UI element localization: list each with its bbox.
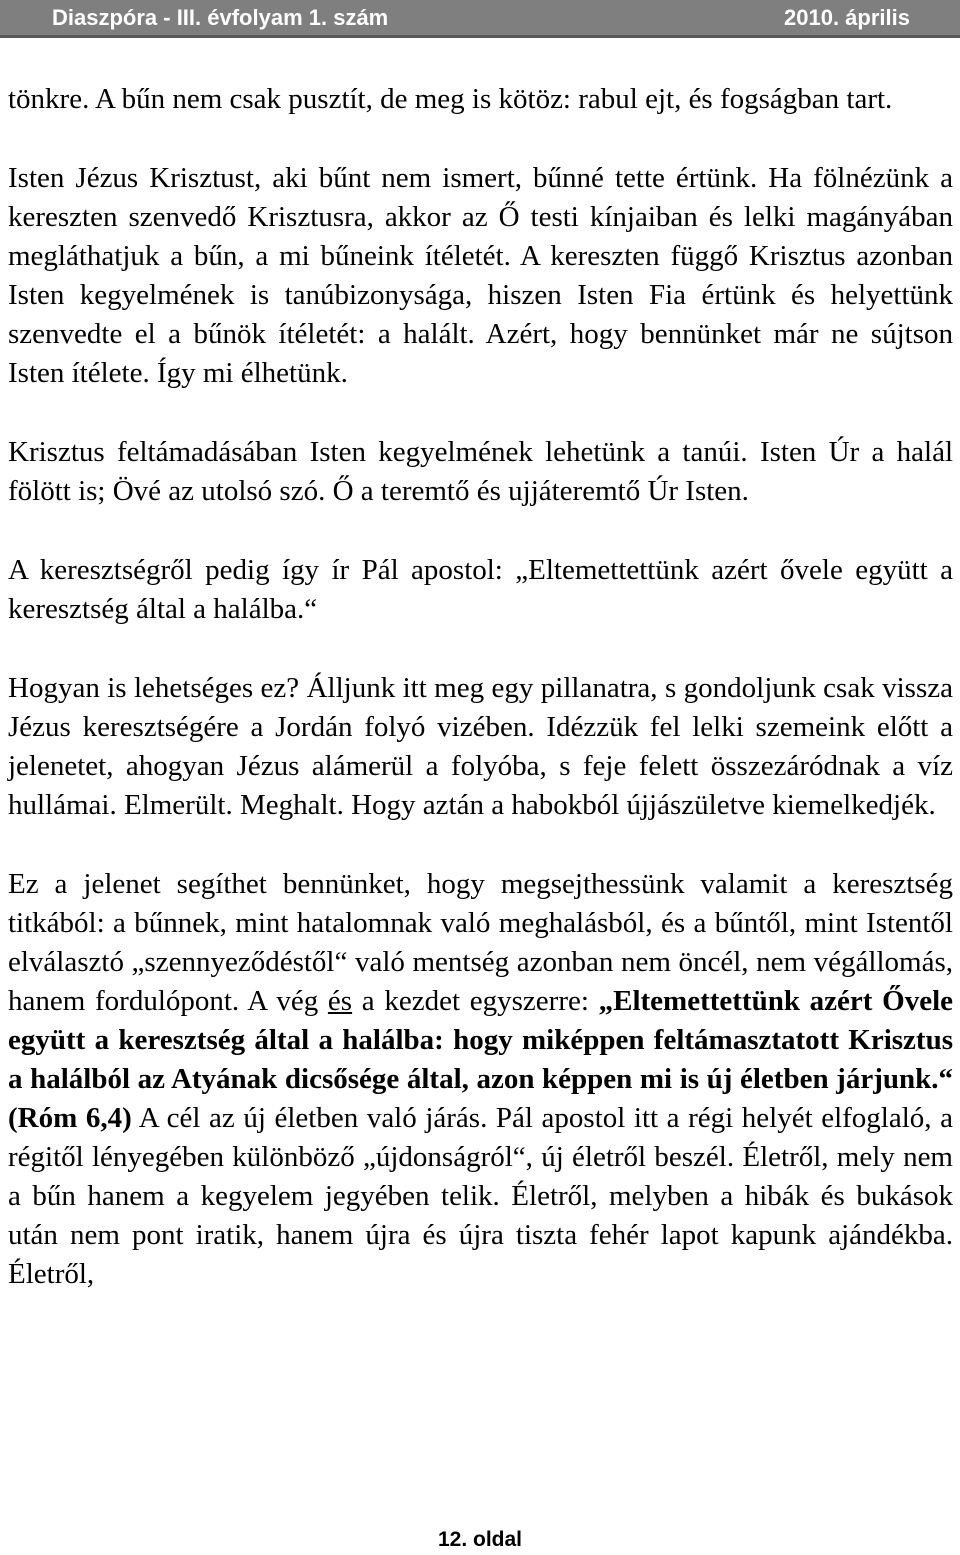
paragraph-5: Hogyan is lehetséges ez? Álljunk itt meg egy pillanatra, s gondoljunk csak vissza Jézus keresztségére a Jordán folyó vizében. Idézzük fel lelki szemeink előtt a jelenetet, ahogyan Jézus alámerül a folyóba, s feje felett összezáródnak a víz hullámai. Elmerült. Meghalt. Hogy aztán a habokból újjászületve kiemelkedjék. [8,672,953,821]
page-number: 12. oldal [437,1528,523,1551]
paragraph-2: Isten Jézus Krisztust, aki bűnt nem ismert, bűnné tette értünk. Ha fölnézünk a kereszten szenvedő Krisztusra, akkor az Ő testi kínjaiban és lelki magányában megláthatjuk a bűn, a mi bűneink ítéletét. A kereszten függő Krisztus azonban Isten kegyelmének is tanúbizonysága, hiszen Isten Fia értünk és helyettünk szenvedte el a bűnök ítéletét: a halált. Azért, hogy bennünket már ne sújtson Isten ítélete. Így mi élhetünk. [8,162,953,389]
paragraph-4: A keresztségről pedig így ír Pál apostol: „Eltemettettünk azért ővele együtt a keresztség által a halálba.“ [8,554,953,625]
paragraph-6-text-c: A cél az új életben való járás. Pál apostol itt a régi helyét elfoglaló, a régitől lényegében különböző „újdonságról“, új életről beszél. Életről, mely nem a bűn hanem a kegyelem jegyében telik. Életről, melyben a hibák és bukások után nem pont iratik, hanem újra és újra tiszta fehér lapot kapunk ajándékba. Életről, [8,1102,953,1290]
paragraph-1: tönkre. A bűn nem csak pusztít, de meg is kötöz: rabul ejt, és fogságban tart. [8,83,893,115]
paragraph-3: Krisztus feltámadásában Isten kegyelmének lehetünk a tanúi. Isten Úr a halál fölött is; Övé az utolsó szó. Ő a teremtő és ujjáteremtő Úr Isten. [8,436,953,507]
bible-quote: „Eltemettettünk azért Ővele együtt a keresztség által a halálba: hogy miképpen feltámasztatott Krisztus a halálból az Atyának dicsősége által, azon képpen mi is új életben járjunk.“ (Róm 6,4) [8,985,953,1134]
page-header [0,0,960,38]
paragraph-6-text-a: Ez a jelenet segíthet bennünket, hogy megsejthessünk valamit a keresztség titkából: a bűnnek, mint hatalomnak való meghalásból, és a bűntől, mint Istentől elválasztó „szennyeződéstől“ való mentség azonban nem öncél, nem végállomás, hanem fordulópont. A vég [8,868,953,1017]
paragraph-6 [8,865,953,1294]
underlined-word: és [327,985,353,1017]
paragraph-6-text-b: a kezdet egyszerre: [352,985,599,1017]
article-body [8,80,953,1294]
publication-title: Diaszpóra - III. évfolyam 1. szám [52,5,389,30]
publication-date: 2010. április [784,5,910,30]
